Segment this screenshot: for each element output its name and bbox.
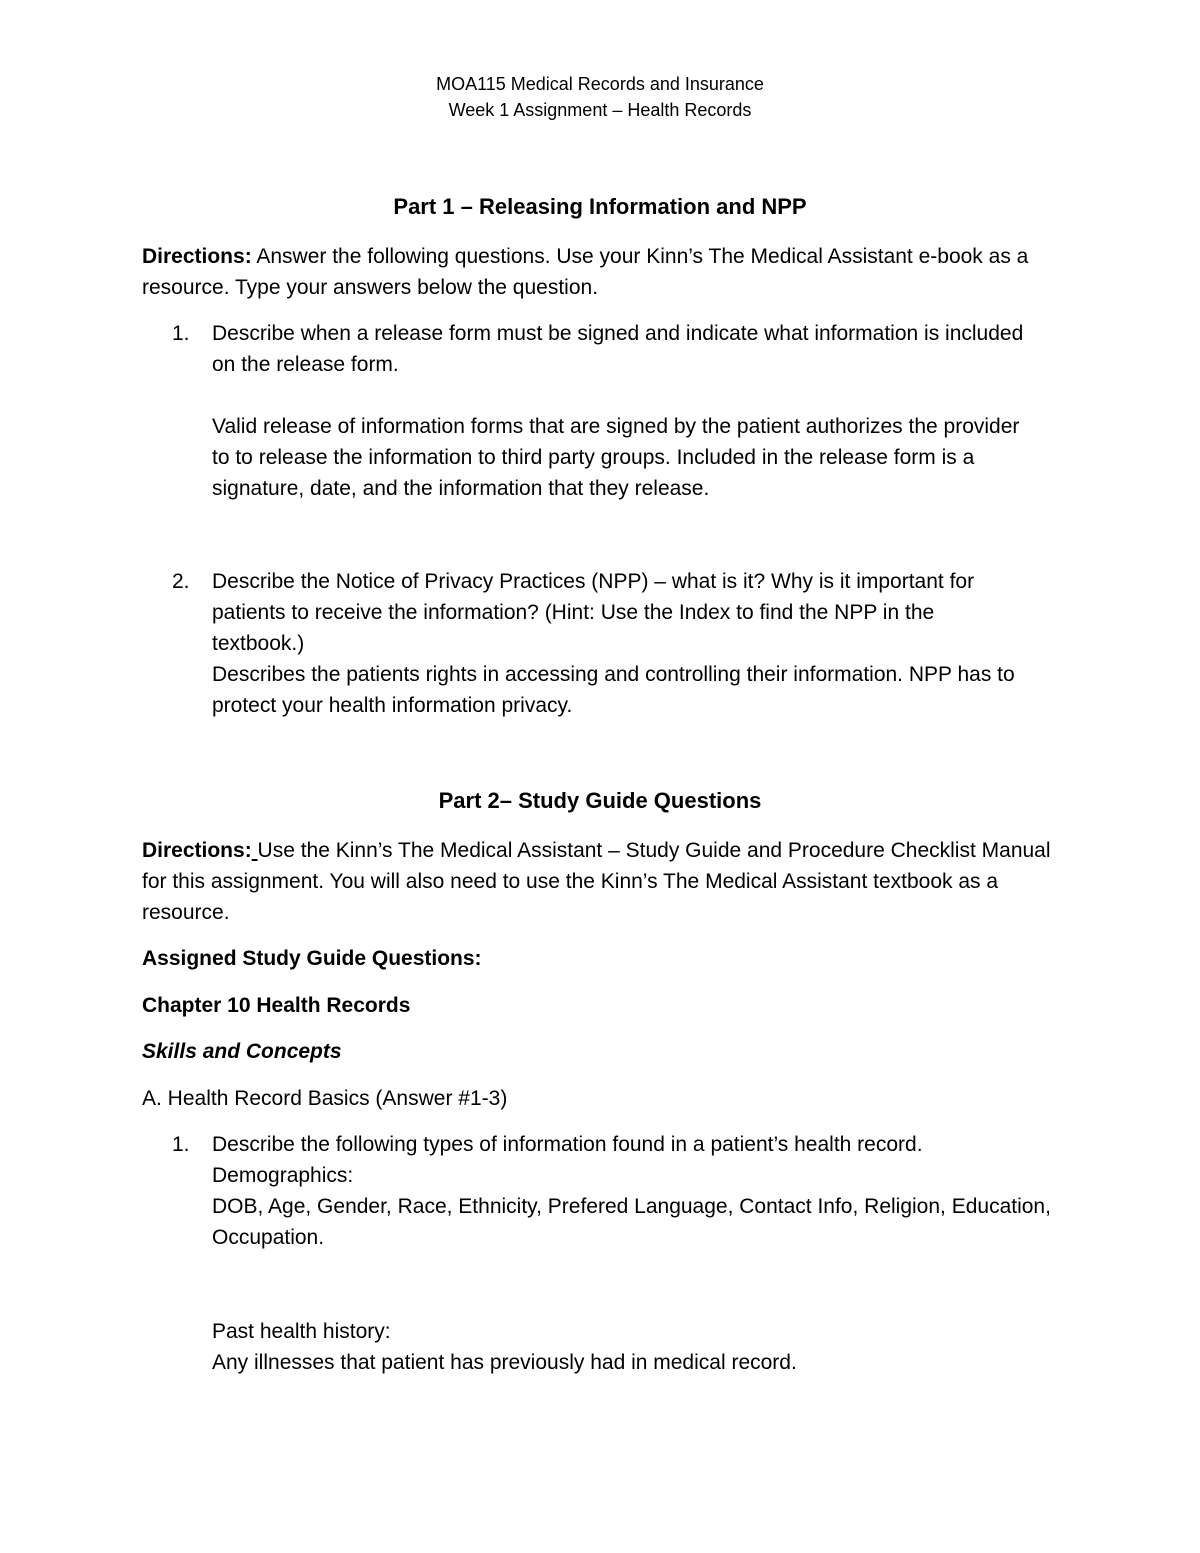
part1-q1-answer-line3: signature, date, and the information that they release. (212, 477, 710, 500)
part1-title: Part 1 – Releasing Information and NPP (393, 194, 807, 219)
part2-q1-line: Describe the following types of information found in a patient’s health record. (212, 1133, 923, 1156)
part1-q1-answer-line2: to to release the information to third party groups. Included in the release form is a (212, 446, 975, 469)
part1-q2-answer-line2: protect your health information privacy. (212, 694, 573, 717)
part1-q2-line2: patients to receive the information? (Hint: Use the Index to find the NPP in the (212, 601, 935, 624)
part2-title: Part 2– Study Guide Questions (438, 788, 762, 813)
part1-q2-line1: Describe the Notice of Privacy Practices (NPP) – what is it? Why is it important for (212, 570, 975, 593)
part2-directions-text: Use the Kinn’s The Medical Assistant – Study Guide and Procedure Checklist Manual (257, 839, 1051, 862)
part1-q2-number: 2. (172, 570, 190, 593)
demographics-answer-line1: DOB, Age, Gender, Race, Ethnicity, Prefered Language, Contact Info, Religion, Education, (212, 1195, 1051, 1218)
part2-directions-line1 (142, 835, 1051, 866)
part1-directions-text: Answer the following questions. Use your Kinn’s The Medical Assistant e-book as a (251, 245, 1029, 268)
part2-q1-number: 1. (172, 1133, 190, 1156)
demographics-label: Demographics: (212, 1164, 354, 1187)
chapter-heading: Chapter 10 Health Records (142, 994, 411, 1017)
section-a-heading: A. Health Record Basics (Answer #1-3) (142, 1087, 508, 1110)
part1-q1-number: 1. (172, 322, 190, 345)
course-title: MOA115 Medical Records and Insurance (436, 74, 764, 94)
part2-directions-label: Directions: (142, 839, 252, 862)
part1-directions-label: Directions: (142, 245, 252, 268)
past-history-answer: Any illnesses that patient has previously had in medical record. (212, 1351, 797, 1374)
past-history-label: Past health history: (212, 1320, 391, 1343)
assignment-title: Week 1 Assignment – Health Records (448, 100, 752, 120)
part1-q1-answer-line1: Valid release of information forms that are signed by the patient authorizes the provider (212, 415, 1020, 438)
demographics-answer-line2: Occupation. (212, 1226, 325, 1249)
part1-directions-line2: resource. Type your answers below the question. (142, 276, 599, 299)
part1-q2-line3: textbook.) (212, 632, 305, 655)
part1-q1-line1: Describe when a release form must be signed and indicate what information is included (212, 322, 1024, 345)
part2-directions-line3: resource. (142, 901, 230, 924)
part2-directions-line2: for this assignment. You will also need to use the Kinn’s The Medical Assistant textbook as a (142, 870, 999, 893)
assigned-heading: Assigned Study Guide Questions: (142, 947, 482, 970)
part1-directions-line1 (142, 241, 1028, 272)
part1-q1-line2: on the release form. (212, 353, 399, 376)
skills-heading: Skills and Concepts (142, 1040, 342, 1063)
part1-q2-answer-line1: Describes the patients rights in accessing and controlling their information. NPP has to (212, 663, 1015, 686)
